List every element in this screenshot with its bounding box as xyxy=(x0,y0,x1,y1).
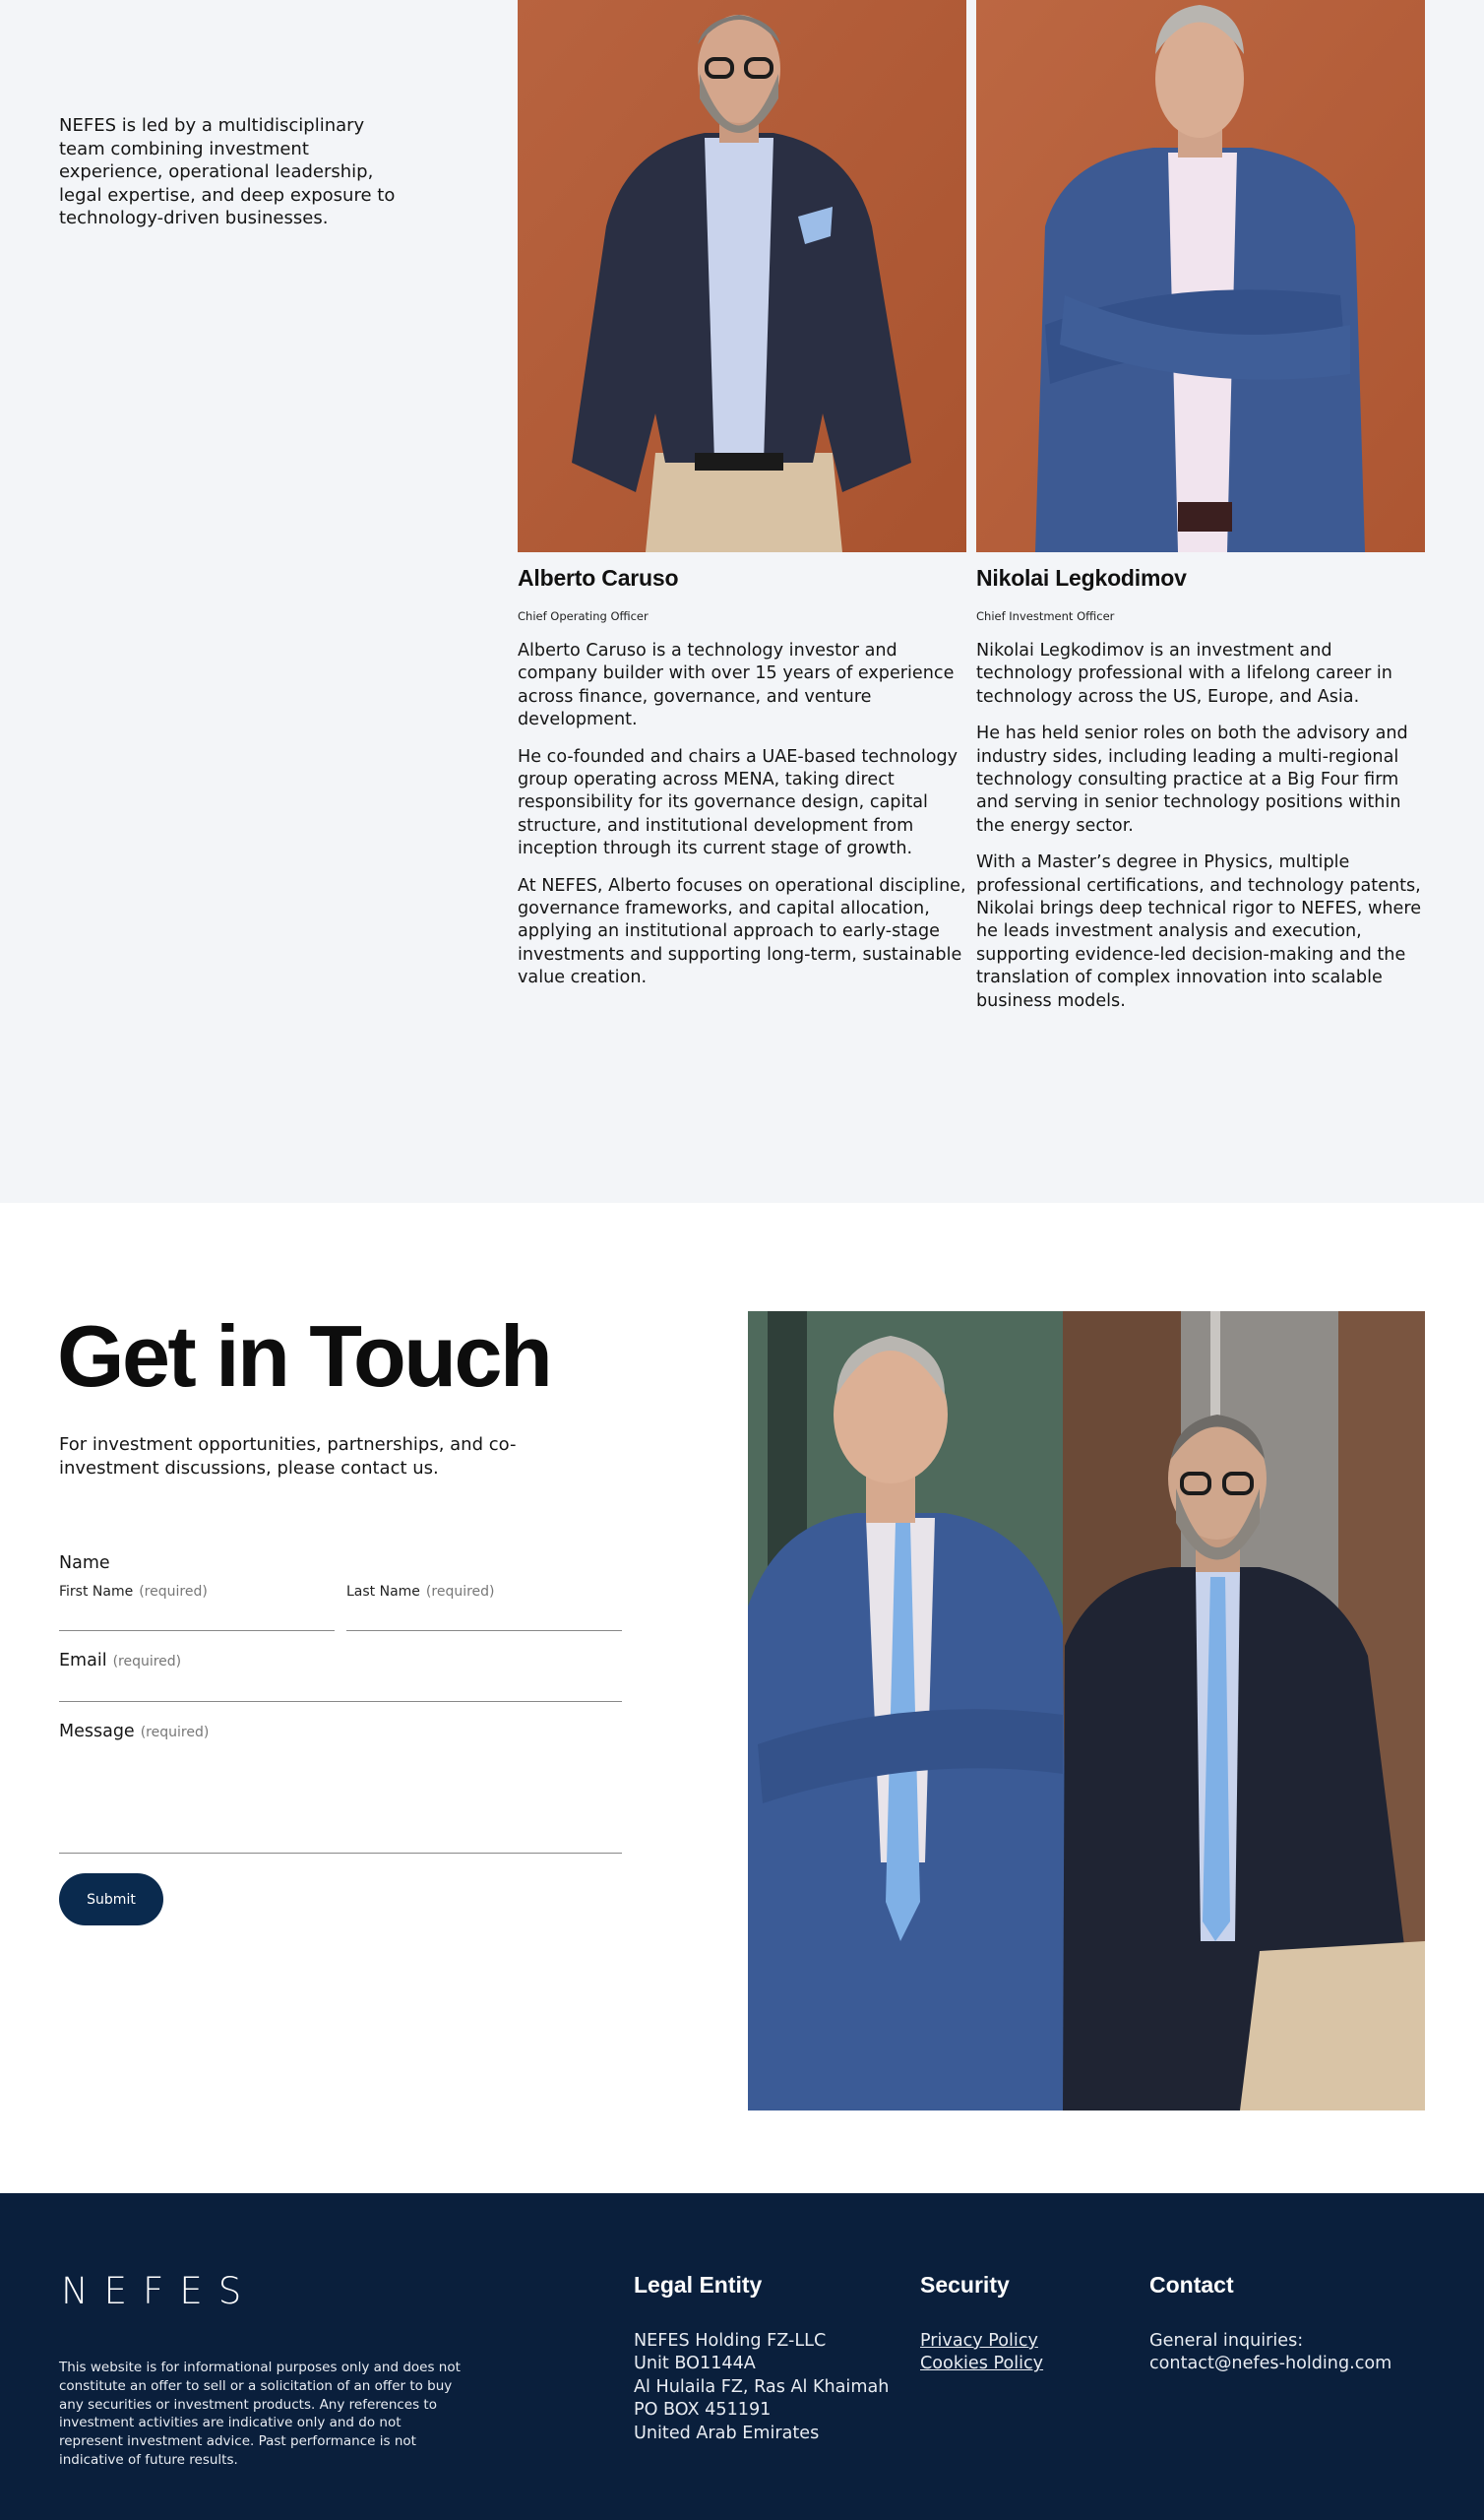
contact-label: General inquiries: xyxy=(1149,2331,1304,2351)
last-name-input[interactable] xyxy=(346,1600,622,1631)
cookies-policy-link[interactable]: Cookies Policy xyxy=(920,2354,1044,2374)
portrait-image xyxy=(976,0,1425,552)
last-name-label: Last Name xyxy=(346,1584,420,1600)
contact-subtitle: For investment opportunities, partnerships, and co-investment discussions, please contact us. xyxy=(59,1434,517,1479)
footer-logo[interactable]: NEFES xyxy=(61,2270,258,2312)
member-bio xyxy=(518,640,966,990)
bio-paragraph: At NEFES, Alberto focuses on operational discipline, governance frameworks, and capital allocation, applying an institutional approach to early-stage investments and supporting long-term, sustainable value creation. xyxy=(518,875,966,988)
privacy-policy-link[interactable]: Privacy Policy xyxy=(920,2331,1038,2351)
email-group xyxy=(59,1651,622,1702)
message-group xyxy=(59,1722,622,1854)
first-name-label: First Name xyxy=(59,1584,134,1600)
legal-entity-column xyxy=(634,2272,889,2445)
security-links xyxy=(920,2330,1043,2376)
team-intro: NEFES is led by a multidisciplinary team combining investment experience, operational leadership, legal expertise, and deep exposure to technology-driven businesses. xyxy=(59,115,396,228)
contact-column xyxy=(1149,2272,1391,2376)
member-name: Alberto Caruso xyxy=(518,565,679,591)
team-section xyxy=(0,0,1484,1203)
message-textarea[interactable] xyxy=(59,1749,622,1854)
address-line: PO BOX 451191 xyxy=(634,2400,772,2421)
bio-paragraph: With a Master’s degree in Physics, multiple professional certifications, and technology patents, Nikolai brings deep technical rigor to NEFES, where he leads investment analysis and execution, supporting evidence-led decision-making and the translation of complex innovation into scalable business models. xyxy=(976,852,1422,1011)
contact-email-link[interactable]: contact@nefes-holding.com xyxy=(1149,2354,1392,2374)
contact-details xyxy=(1149,2330,1391,2376)
security-heading: Security xyxy=(920,2272,1010,2298)
required-note: (required) xyxy=(139,1584,208,1600)
required-note: (required) xyxy=(112,1654,182,1670)
member-bio xyxy=(976,640,1425,1013)
security-column xyxy=(920,2272,1043,2376)
bio-paragraph: Alberto Caruso is a technology investor and company builder with over 15 years of experience across finance, governance, and venture development. xyxy=(518,641,955,730)
first-name-group xyxy=(59,1581,335,1631)
email-input[interactable] xyxy=(59,1670,622,1702)
required-note: (required) xyxy=(140,1725,210,1740)
member-role: Chief Investment Officer xyxy=(976,609,1115,623)
bio-paragraph: Nikolai Legkodimov is an investment and technology professional with a lifelong career in technology across the US, Europe, and Asia. xyxy=(976,641,1392,707)
email-label: Email xyxy=(59,1651,107,1670)
required-note: (required) xyxy=(425,1584,495,1600)
last-name-group xyxy=(346,1581,622,1631)
address-line: Al Hulaila FZ, Ras Al Khaimah xyxy=(634,2376,890,2397)
contact-heading: Contact xyxy=(1149,2272,1234,2298)
message-label: Message xyxy=(59,1722,135,1741)
bio-paragraph: He has held senior roles on both the advisory and industry sides, including leading a multi-regional technology consulting practice at a Big Four firm and serving in senior technology positions within the energy sector. xyxy=(976,724,1408,836)
member-role: Chief Operating Officer xyxy=(518,609,649,623)
address-line: NEFES Holding FZ-LLC xyxy=(634,2331,827,2351)
footer-disclaimer: This website is for informational purposes only and does not constitute an offer to sell or a solicitation of an offer to buy any securities or investment products. Any references to investment activities are indicative only and do not represent investment advice. Past performance is not indicative of future results. xyxy=(59,2360,461,2468)
team-group-photo xyxy=(748,1311,1425,2110)
portrait-image xyxy=(518,0,966,552)
legal-entity-heading: Legal Entity xyxy=(634,2272,763,2298)
name-legend: Name xyxy=(59,1553,110,1573)
address-line: United Arab Emirates xyxy=(634,2423,820,2443)
contact-form xyxy=(59,1553,622,1925)
team-member-card xyxy=(518,0,966,990)
contact-section xyxy=(0,1203,1484,2193)
portrait-photo xyxy=(976,0,1425,552)
first-name-input[interactable] xyxy=(59,1600,335,1631)
team-member-card xyxy=(976,0,1425,1013)
member-name: Nikolai Legkodimov xyxy=(976,565,1187,591)
name-row xyxy=(59,1581,622,1631)
group-photo-image xyxy=(748,1311,1425,2110)
site-footer xyxy=(0,2193,1484,2520)
contact-title: Get in Touch xyxy=(57,1307,551,1405)
bio-paragraph: He co-founded and chairs a UAE-based technology group operating across MENA, taking direct responsibility for its governance design, capital structure, and institutional development from inception through its current stage of growth. xyxy=(518,746,958,859)
legal-entity-address xyxy=(634,2330,889,2445)
portrait-photo xyxy=(518,0,966,552)
address-line: Unit BO1144A xyxy=(634,2354,756,2374)
submit-button[interactable]: Submit xyxy=(59,1873,163,1925)
